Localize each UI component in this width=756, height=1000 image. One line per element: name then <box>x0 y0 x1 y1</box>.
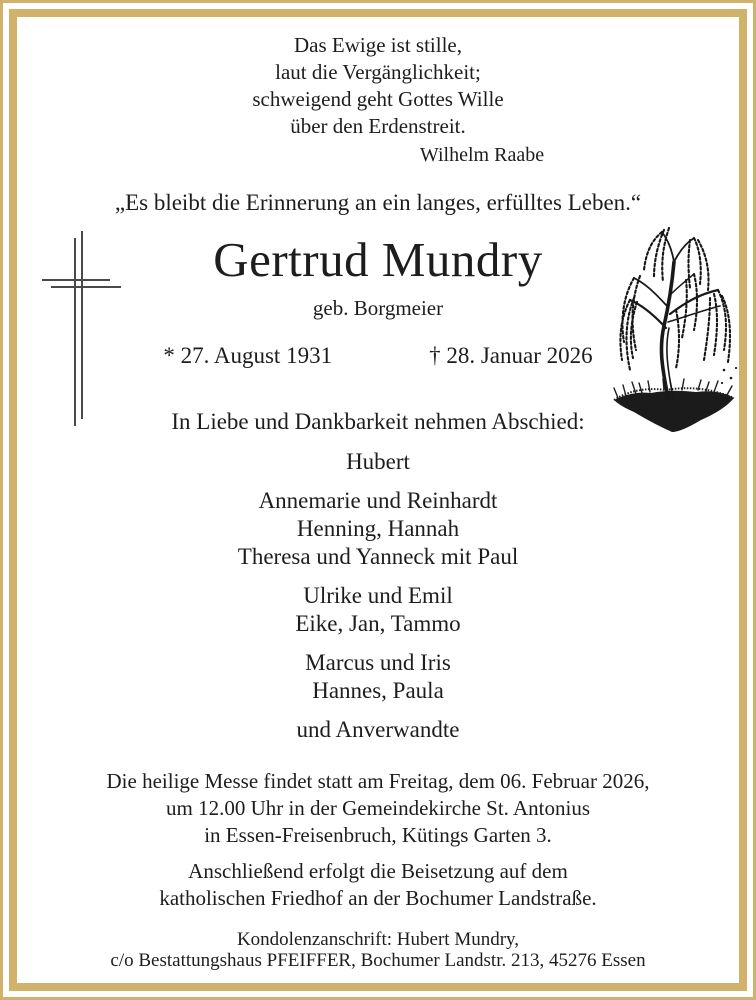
mourner-group <box>17 716 739 744</box>
mourner-group <box>17 487 739 571</box>
poem-line: Das Ewige ist stille, <box>294 33 462 57</box>
service-line: um 12.00 Uhr in der Gemeindekirche St. Antonius <box>165 796 591 820</box>
opening-poem <box>17 32 739 167</box>
maiden-name: geb. Borgmeier <box>312 296 444 320</box>
mourner-name: Ulrike und Emil <box>303 583 453 608</box>
service-line: in Essen-Freisenbruch, Kütings Garten 3. <box>204 823 552 847</box>
poem-line: über den Erdenstreit. <box>290 114 466 138</box>
life-dates <box>17 342 739 370</box>
condolence-address <box>17 929 739 971</box>
deceased-name: Gertrud Mundry <box>213 232 543 287</box>
death-date: † 28. Januar 2026 <box>429 343 593 368</box>
mourner-name: Annemarie und Reinhardt <box>258 488 498 513</box>
mourner-group <box>17 649 739 705</box>
poem-author: Wilhelm Raabe <box>419 144 545 166</box>
condolence-line: Kondolenzanschrift: Hubert Mundry, <box>236 929 520 950</box>
epigraph-quote: „Es bleibt die Erinnerung an ein langes, erfülltes Leben.“ <box>114 190 642 215</box>
mourner-name: Marcus und Iris <box>305 650 451 675</box>
burial-line: katholischen Friedhof an der Bochumer Landstraße. <box>159 886 597 910</box>
mourner-name: Hannes, Paula <box>312 678 444 703</box>
mourner-name: Hubert <box>346 449 410 474</box>
condolence-line: c/o Bestattungshaus PFEIFFER, Bochumer Landstr. 213, 45276 Essen <box>110 950 646 971</box>
burial-details <box>17 858 739 912</box>
mourner-name: und Anverwandte <box>296 717 460 742</box>
mourner-group <box>17 582 739 638</box>
service-details <box>17 768 739 849</box>
poem-line: schweigend geht Gottes Wille <box>252 87 504 111</box>
mourner-name: Theresa und Yanneck mit Paul <box>237 544 519 569</box>
farewell-intro: In Liebe und Dankbarkeit nehmen Abschied: <box>171 409 585 434</box>
mourner-name: Eike, Jan, Tammo <box>295 611 461 636</box>
poem-line: laut die Vergänglichkeit; <box>275 60 481 84</box>
notice-content <box>17 17 739 983</box>
service-line: Die heilige Messe findet statt am Freitag, dem 06. Februar 2026, <box>106 769 650 793</box>
birth-date: * 27. August 1931 <box>163 343 333 368</box>
burial-line: Anschließend erfolgt die Beisetzung auf dem <box>188 859 568 883</box>
mourners-list <box>17 448 739 744</box>
mourner-group <box>17 448 739 476</box>
mourner-name: Henning, Hannah <box>296 516 460 541</box>
